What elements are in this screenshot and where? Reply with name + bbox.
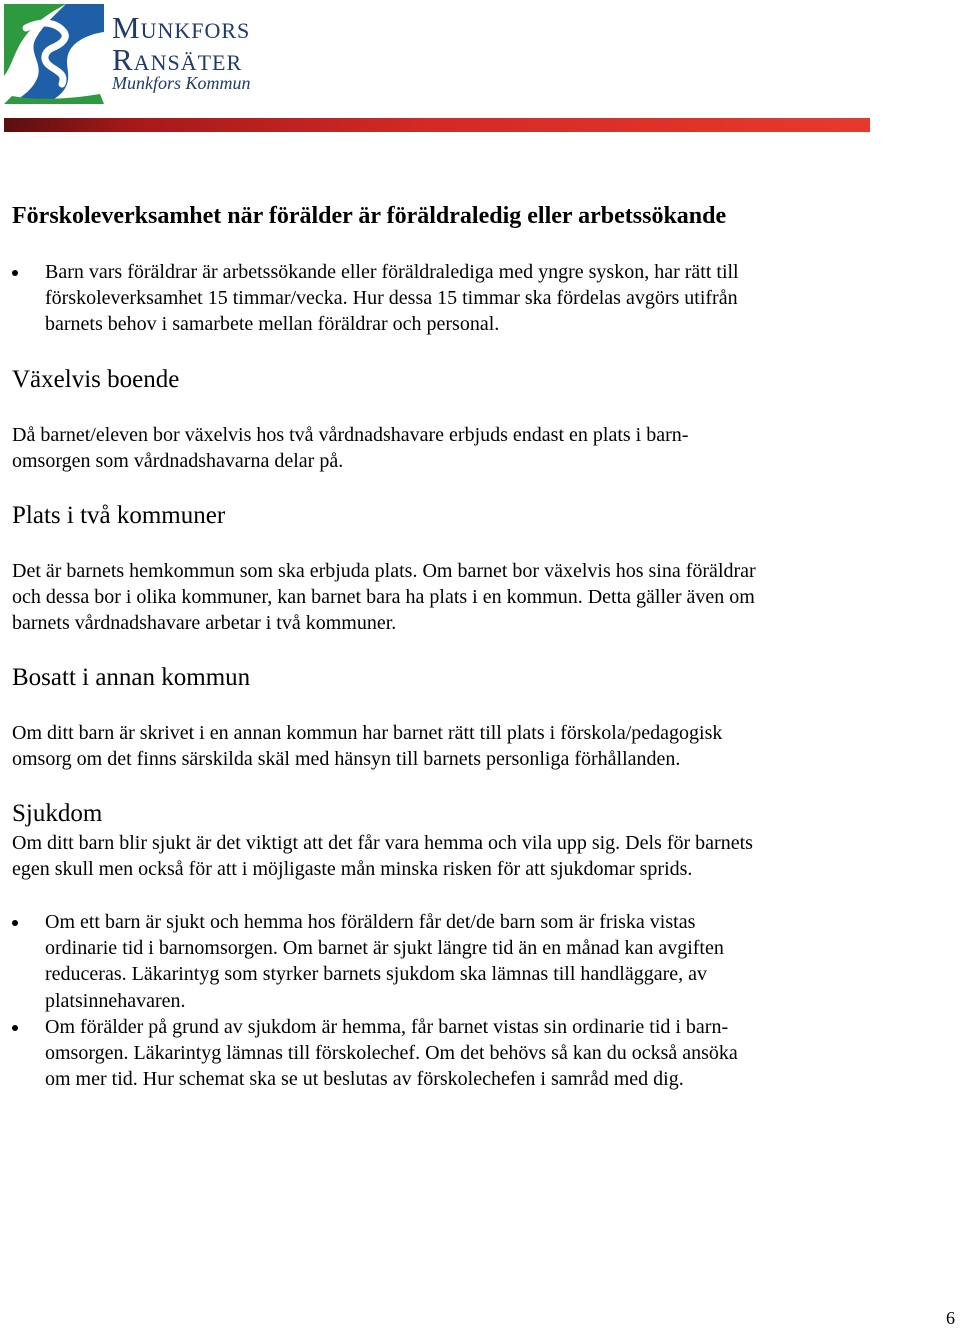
text-line: platsinnehavaren. xyxy=(45,989,186,1012)
bullet-icon xyxy=(12,1025,18,1031)
text-line: förskoleverksamhet 15 timmar/vecka. Hur dessa 15 timmar ska fördelas avgörs utifrån xyxy=(45,287,738,310)
paragraph xyxy=(12,422,912,474)
text-line: omsorg om det finns särskilda skäl med hänsyn till barnets personliga förhållanden. xyxy=(12,748,681,771)
section-heading: Förskoleverksamhet när förälder är föräldraledig eller arbetssökande xyxy=(12,203,727,229)
text-line: egen skull men också för att i möjligaste mån minska risken för att sjukdomar sprids. xyxy=(12,858,693,881)
text-line: barnets vårdnadshavare arbetar i två kommuner. xyxy=(12,612,397,635)
text-line: Då barnet/eleven bor växelvis hos två vårdnadshavare erbjuds endast en plats i barn- xyxy=(12,424,689,446)
header-bar xyxy=(4,118,870,132)
text-line: ordinarie tid i barnomsorgen. Om barnet är sjukt längre tid än en månad kan avgiften xyxy=(45,937,724,960)
text-line: och dessa bor i olika kommuner, kan barnet bara ha plats i en kommun. Detta gäller även om xyxy=(12,586,755,609)
paragraph xyxy=(12,830,912,882)
text-line: Om ditt barn blir sjukt är det viktigt att det får vara hemma och vila upp sig. Dels för barnets xyxy=(12,832,753,854)
text-line: om mer tid. Hur schemat ska se ut beslutas av förskolechefen i samråd med dig. xyxy=(45,1068,684,1091)
section-heading: Plats i två kommuner xyxy=(12,502,226,529)
section-heading: Bosatt i annan kommun xyxy=(12,664,251,691)
bullet-icon xyxy=(12,270,18,276)
paragraph xyxy=(12,720,912,772)
logo-line-2: Ransäter xyxy=(112,42,243,77)
page-number: 6 xyxy=(946,1308,955,1328)
text-line: barnets behov i samarbete mellan föräldrar och personal. xyxy=(45,313,500,336)
text-line: omsorgen. Läkarintyg lämnas till förskolechef. Om det behövs så kan du också ansöka xyxy=(45,1042,738,1065)
text-line: Om ditt barn är skrivet i en annan kommun har barnet rätt till plats i förskola/pedagogisk xyxy=(12,722,723,744)
logo-line-1: Munkfors xyxy=(112,10,251,45)
text-line: reduceras. Läkarintyg som styrker barnets sjukdom ska lämnas till handläggare, av xyxy=(45,963,708,986)
logo-line-3: Munkfors Kommun xyxy=(112,73,251,93)
text-line: omsorgen som vårdnadshavarna delar på. xyxy=(12,450,344,473)
text-line: Om ett barn är sjukt och hemma hos föräldern får det/de barn som är friska vistas xyxy=(45,911,696,933)
text-line: Det är barnets hemkommun som ska erbjuda plats. Om barnet bor växelvis hos sina föräldrar xyxy=(12,560,756,582)
text-line: Om förälder på grund av sjukdom är hemma, får barnet vistas sin ordinarie tid i barn- xyxy=(45,1016,729,1038)
section-heading: Växelvis boende xyxy=(12,366,180,393)
munkfors-logo-icon xyxy=(4,4,104,104)
section-heading: Sjukdom xyxy=(12,800,103,827)
bullet-icon xyxy=(12,920,18,926)
text-line: Barn vars föräldrar är arbetssökande eller föräldralediga med yngre syskon, har rätt till xyxy=(45,261,739,283)
paragraph xyxy=(12,558,912,637)
